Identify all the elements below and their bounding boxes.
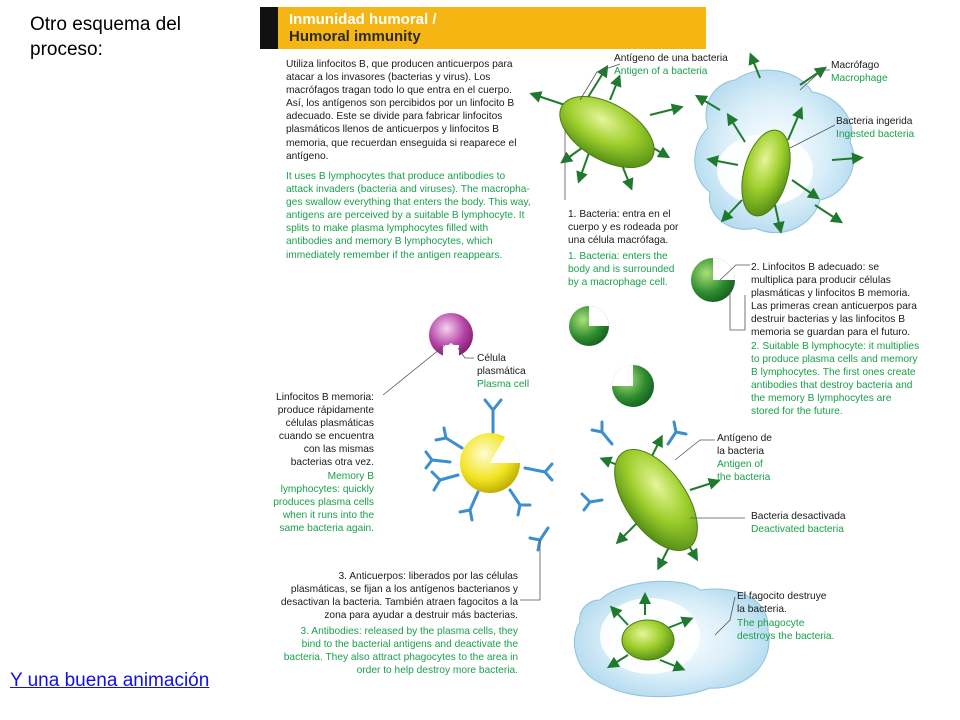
step3-en: 3. Antibodies: released by the plasma cells, they bind to the bacterial antigens and deactivate the bacteria. They also attract phagocytes to the area in order to help destroy more bacteria. xyxy=(283,626,518,677)
label-macrophage-en: Macrophage xyxy=(831,73,888,84)
phagocyte-es: El fagocito destruye la bacteria. xyxy=(737,591,827,616)
phagocyte-en: The phagocyte destroys the bacteria. xyxy=(737,618,835,643)
label-ingested-es: Bacteria ingerida xyxy=(836,116,913,127)
intro-block-es: Utiliza linfocitos B, que producen anticuerpos para atacar a los invasores (bacterias y virus). Los macrófagos tragan todo lo que entra en el cuerpo. Así, los antígenos son percibidos por un linfocito B adecuado. Este se divide para fabricar linfocitos plasmáticos llenos de anticuerpos y linfocitos B memoria, que recuerdan enseguida si reaparece el antígeno. xyxy=(286,59,517,162)
header-title-es: Inmunidad humoral / xyxy=(289,11,437,28)
deactivated-bacterium xyxy=(530,422,715,565)
step2-en: 2. Suitable B lymphocyte: it multiplies to produce plasma cells and memory B lymphocytes. The first ones create antibodies that destroy bacteria and the memory B lymphocytes are stored for the future. xyxy=(751,341,920,418)
step1-en: 1. Bacteria: enters the body and is surrounded by a macrophage cell. xyxy=(568,251,675,289)
label-deactivated-es: Bacteria desactivada xyxy=(751,511,846,522)
step2-es: 2. Linfocitos B adecuado: se multiplica para producir células plasmáticas y linfocitos B memoria. Las primeras crean anticuerpos para destruir bacterias y las linfocitos B memoria se guardan para el futuro. xyxy=(751,262,917,339)
label-antigen-top-es: Antígeno de una bacteria xyxy=(614,53,728,64)
plasma-cell xyxy=(426,400,552,520)
intro-text: Otro esquema del proceso: xyxy=(30,14,182,60)
label-ingested-en: Ingested bacteria xyxy=(836,129,915,140)
memory-es: Linfocitos B memoria: produce rápidamente células plasmáticas cuando se encuentra con las mismas bacterias otra vez. xyxy=(276,392,374,469)
header-title-en: Humoral immunity xyxy=(289,28,421,45)
animation-link[interactable]: Y una buena animación xyxy=(10,670,210,691)
label-antigen-top-en: Antigen of a bacteria xyxy=(614,66,708,77)
label-macrophage-es: Macrófago xyxy=(831,60,880,71)
intro-block-en: It uses B lymphocytes that produce antibodies to attack invaders (bacteria and viruses). The macropha- ges swallow everything that enters the body. This way, antigens are perceived by a suitable B lymphocyte. It splits to make plasma lymphocytes filled with antibodies and memory B lymphocytes, which immediately remember if the antigen reappears. xyxy=(286,171,531,261)
label-plasma-en: Plasma cell xyxy=(477,379,530,390)
label-deactivated-en: Deactivated bacteria xyxy=(751,524,844,535)
step1-es: 1. Bacteria: entra en el cuerpo y es rodeada por una célula macrófaga. xyxy=(568,209,679,247)
label-antigen-bottom-en: Antigen of the bacteria xyxy=(717,459,771,484)
step3-es: 3. Anticuerpos: liberados por las células plasmáticas, se fijan a los antígenos bacterianos y desactivan la bacteria. También atraen fagocitos a la zona para ayudar a destruir más bacterias. xyxy=(280,571,518,622)
memory-en: Memory B lymphocytes: quickly produces plasma cells when it runs into the same bacteria again. xyxy=(273,471,374,535)
label-antigen-bottom-es: Antígeno de la bacteria xyxy=(717,433,772,458)
label-plasma-es: Célula plasmática xyxy=(477,353,526,378)
